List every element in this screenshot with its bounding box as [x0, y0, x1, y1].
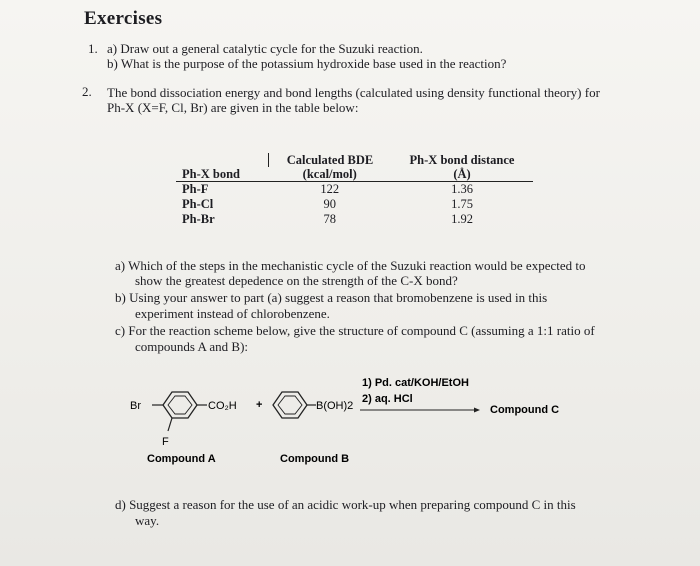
table-row [176, 182, 533, 198]
header-bde-line1: Calculated BDE [269, 153, 392, 167]
distance-cell: 1.75 [451, 197, 473, 211]
product-label: Compound C [490, 404, 560, 416]
bde-table [176, 153, 533, 227]
part-a-line1: a) Which of the steps in the mechanistic cycle of the Suzuki reaction would be expected to [115, 258, 586, 273]
fluoro-label: F [162, 436, 169, 448]
table-row [176, 197, 533, 212]
reaction-arrow [360, 408, 480, 413]
bromo-label: Br [130, 400, 141, 412]
header-distance-line1: Ph-X bond distance [409, 153, 515, 167]
header-bde-line2: (kcal/mol) [269, 167, 392, 182]
part-b-line1: b) Using your answer to part (a) suggest a reason that bromobenzene is used in this [115, 290, 548, 305]
compound-b-label: Compound B [280, 453, 350, 465]
bond-cell: Ph-Br [182, 212, 215, 226]
reaction-scheme [130, 365, 570, 475]
header-bond: Ph-X bond [176, 167, 269, 182]
distance-cell: 1.36 [451, 182, 473, 196]
compound-b-structure [273, 392, 316, 418]
page-title: Exercises [84, 8, 163, 29]
compound-a-structure [152, 392, 207, 431]
compound-a-label: Compound A [147, 453, 216, 465]
question-1-number: 1. [88, 41, 98, 56]
bde-cell: 78 [323, 212, 336, 226]
question-1a-text: a) Draw out a general catalytic cycle for the Suzuki reaction. [107, 41, 423, 56]
condition-step-2: 2) aq. HCl [362, 393, 413, 405]
question-2-text-line2: Ph-X (X=F, Cl, Br) are given in the table below: [107, 100, 359, 115]
part-c-line2: compounds A and B): [135, 339, 249, 354]
bde-cell: 90 [323, 197, 336, 211]
question-1b-text: b) What is the purpose of the potassium hydroxide base used in the reaction? [107, 56, 507, 71]
part-a-line2: show the greatest depedence on the strength of the C-X bond? [135, 273, 458, 288]
part-d-line1: d) Suggest a reason for the use of an acidic work-up when preparing compound C in this [115, 497, 576, 512]
part-d-line2: way. [135, 513, 160, 528]
header-distance-line2: (Å) [391, 167, 533, 182]
bond-cell: Ph-F [182, 182, 209, 196]
condition-step-1: 1) Pd. cat/KOH/EtOH [362, 377, 469, 389]
question-2-number: 2. [82, 84, 92, 99]
part-c-line1: c) For the reaction scheme below, give the structure of compound C (assuming a 1:1 ratio of [115, 323, 595, 338]
question-2-text-line1: The bond dissociation energy and bond lengths (calculated using density functional theory) for [107, 85, 600, 100]
bde-cell: 122 [320, 182, 340, 196]
boronic-acid-label: B(OH)2 [316, 400, 354, 412]
part-b-line2: experiment instead of chlorobenzene. [135, 306, 330, 321]
plus-sign: + [256, 399, 263, 411]
carboxylic-acid-label: CO₂H [208, 400, 237, 412]
bond-cell: Ph-Cl [182, 197, 214, 211]
table-row [176, 212, 533, 227]
distance-cell: 1.92 [451, 212, 473, 226]
